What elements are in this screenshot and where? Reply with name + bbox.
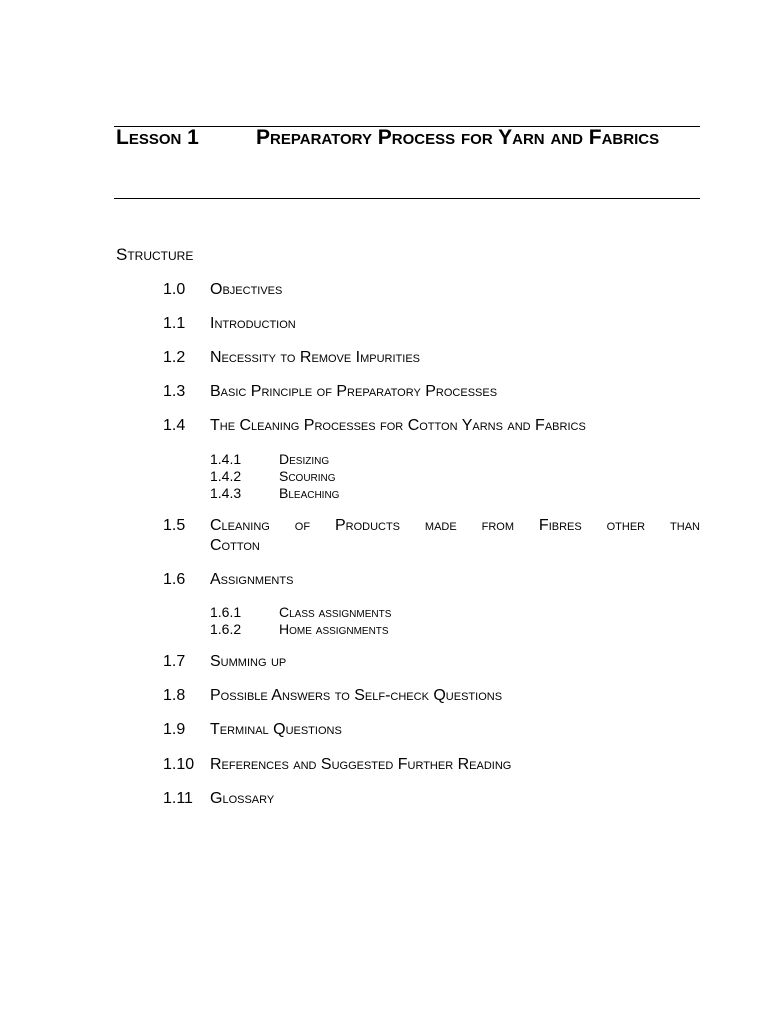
toc-item-number: 1.1	[163, 315, 186, 332]
toc-item-objectives	[163, 280, 700, 300]
toc-item-title: The Cleaning Processes for Cotton Yarns and Fabrics	[210, 417, 586, 434]
toc-subitem-title: Scouring	[279, 468, 336, 484]
toc-item-cleaning-processes	[163, 416, 700, 436]
toc-item-title	[210, 516, 700, 556]
toc-subitem-class-assignments	[210, 604, 510, 621]
toc-item-summing-up	[163, 652, 700, 672]
toc-item-number: 1.4	[163, 417, 186, 434]
toc-item-necessity	[163, 348, 700, 368]
toc-item-number: 1.9	[163, 721, 186, 738]
toc-item-basic-principle	[163, 382, 700, 402]
toc-item-number: 1.2	[163, 349, 186, 366]
structure-heading: Structure	[116, 245, 194, 264]
header-bottom-rule	[114, 198, 700, 199]
toc-item-title: Basic Principle of Preparatory Processes	[210, 383, 498, 400]
toc-subitem-number: 1.6.1	[210, 604, 242, 620]
toc-item-number: 1.10	[163, 756, 195, 773]
toc-item-title: Necessity to Remove Impurities	[210, 349, 420, 366]
toc-subitem-title: Desizing	[279, 451, 330, 467]
toc-subitem-number: 1.4.2	[210, 468, 242, 484]
toc-item-assignments	[163, 570, 700, 590]
lesson-title: Preparatory Process for Yarn and Fabrics	[256, 126, 660, 149]
toc-item-title: Assignments	[210, 571, 294, 588]
toc-item-number: 1.11	[163, 790, 193, 807]
toc-item-title: Possible Answers to Self-check Questions	[210, 687, 503, 704]
toc-subitem-title: Class assignments	[279, 604, 392, 620]
toc-item-title: Objectives	[210, 281, 283, 298]
toc-subitem-number: 1.4.3	[210, 485, 242, 501]
toc-item-title: Summing up	[210, 653, 287, 670]
toc-item-title: Introduction	[210, 315, 296, 332]
toc-item-references	[163, 755, 700, 775]
toc-subitem-number: 1.4.1	[210, 451, 242, 467]
toc-item-possible-answers	[163, 686, 700, 706]
toc-item-title: Terminal Questions	[210, 721, 342, 738]
toc-item-glossary	[163, 789, 700, 809]
toc-item-title: Glossary	[210, 790, 275, 807]
lesson-label: Lesson 1	[116, 126, 199, 149]
toc-item-title-line2: Cotton	[210, 537, 260, 554]
toc-subitem-number: 1.6.2	[210, 621, 242, 637]
toc-item-number: 1.0	[163, 281, 186, 298]
toc-item-number: 1.7	[163, 653, 186, 670]
toc-item-number: 1.3	[163, 383, 186, 400]
toc-subitem-title: Home assignments	[279, 621, 389, 637]
toc-subitem-home-assignments	[210, 621, 510, 638]
toc-item-cleaning-other-fibres	[163, 516, 700, 556]
toc-item-title-line1: Cleaning of Products made from Fibres other than	[210, 517, 700, 534]
toc-item-title: References and Suggested Further Reading	[210, 756, 512, 773]
toc-subitem-bleaching	[210, 485, 510, 502]
toc-item-terminal-questions	[163, 720, 700, 740]
toc-subitem-title: Bleaching	[279, 485, 340, 501]
toc-item-number: 1.6	[163, 571, 186, 588]
toc-item-number: 1.5	[163, 517, 186, 534]
toc-subitem-scouring	[210, 468, 510, 485]
toc-item-number: 1.8	[163, 687, 186, 704]
toc-subitem-desizing	[210, 451, 510, 468]
toc-item-introduction	[163, 314, 700, 334]
